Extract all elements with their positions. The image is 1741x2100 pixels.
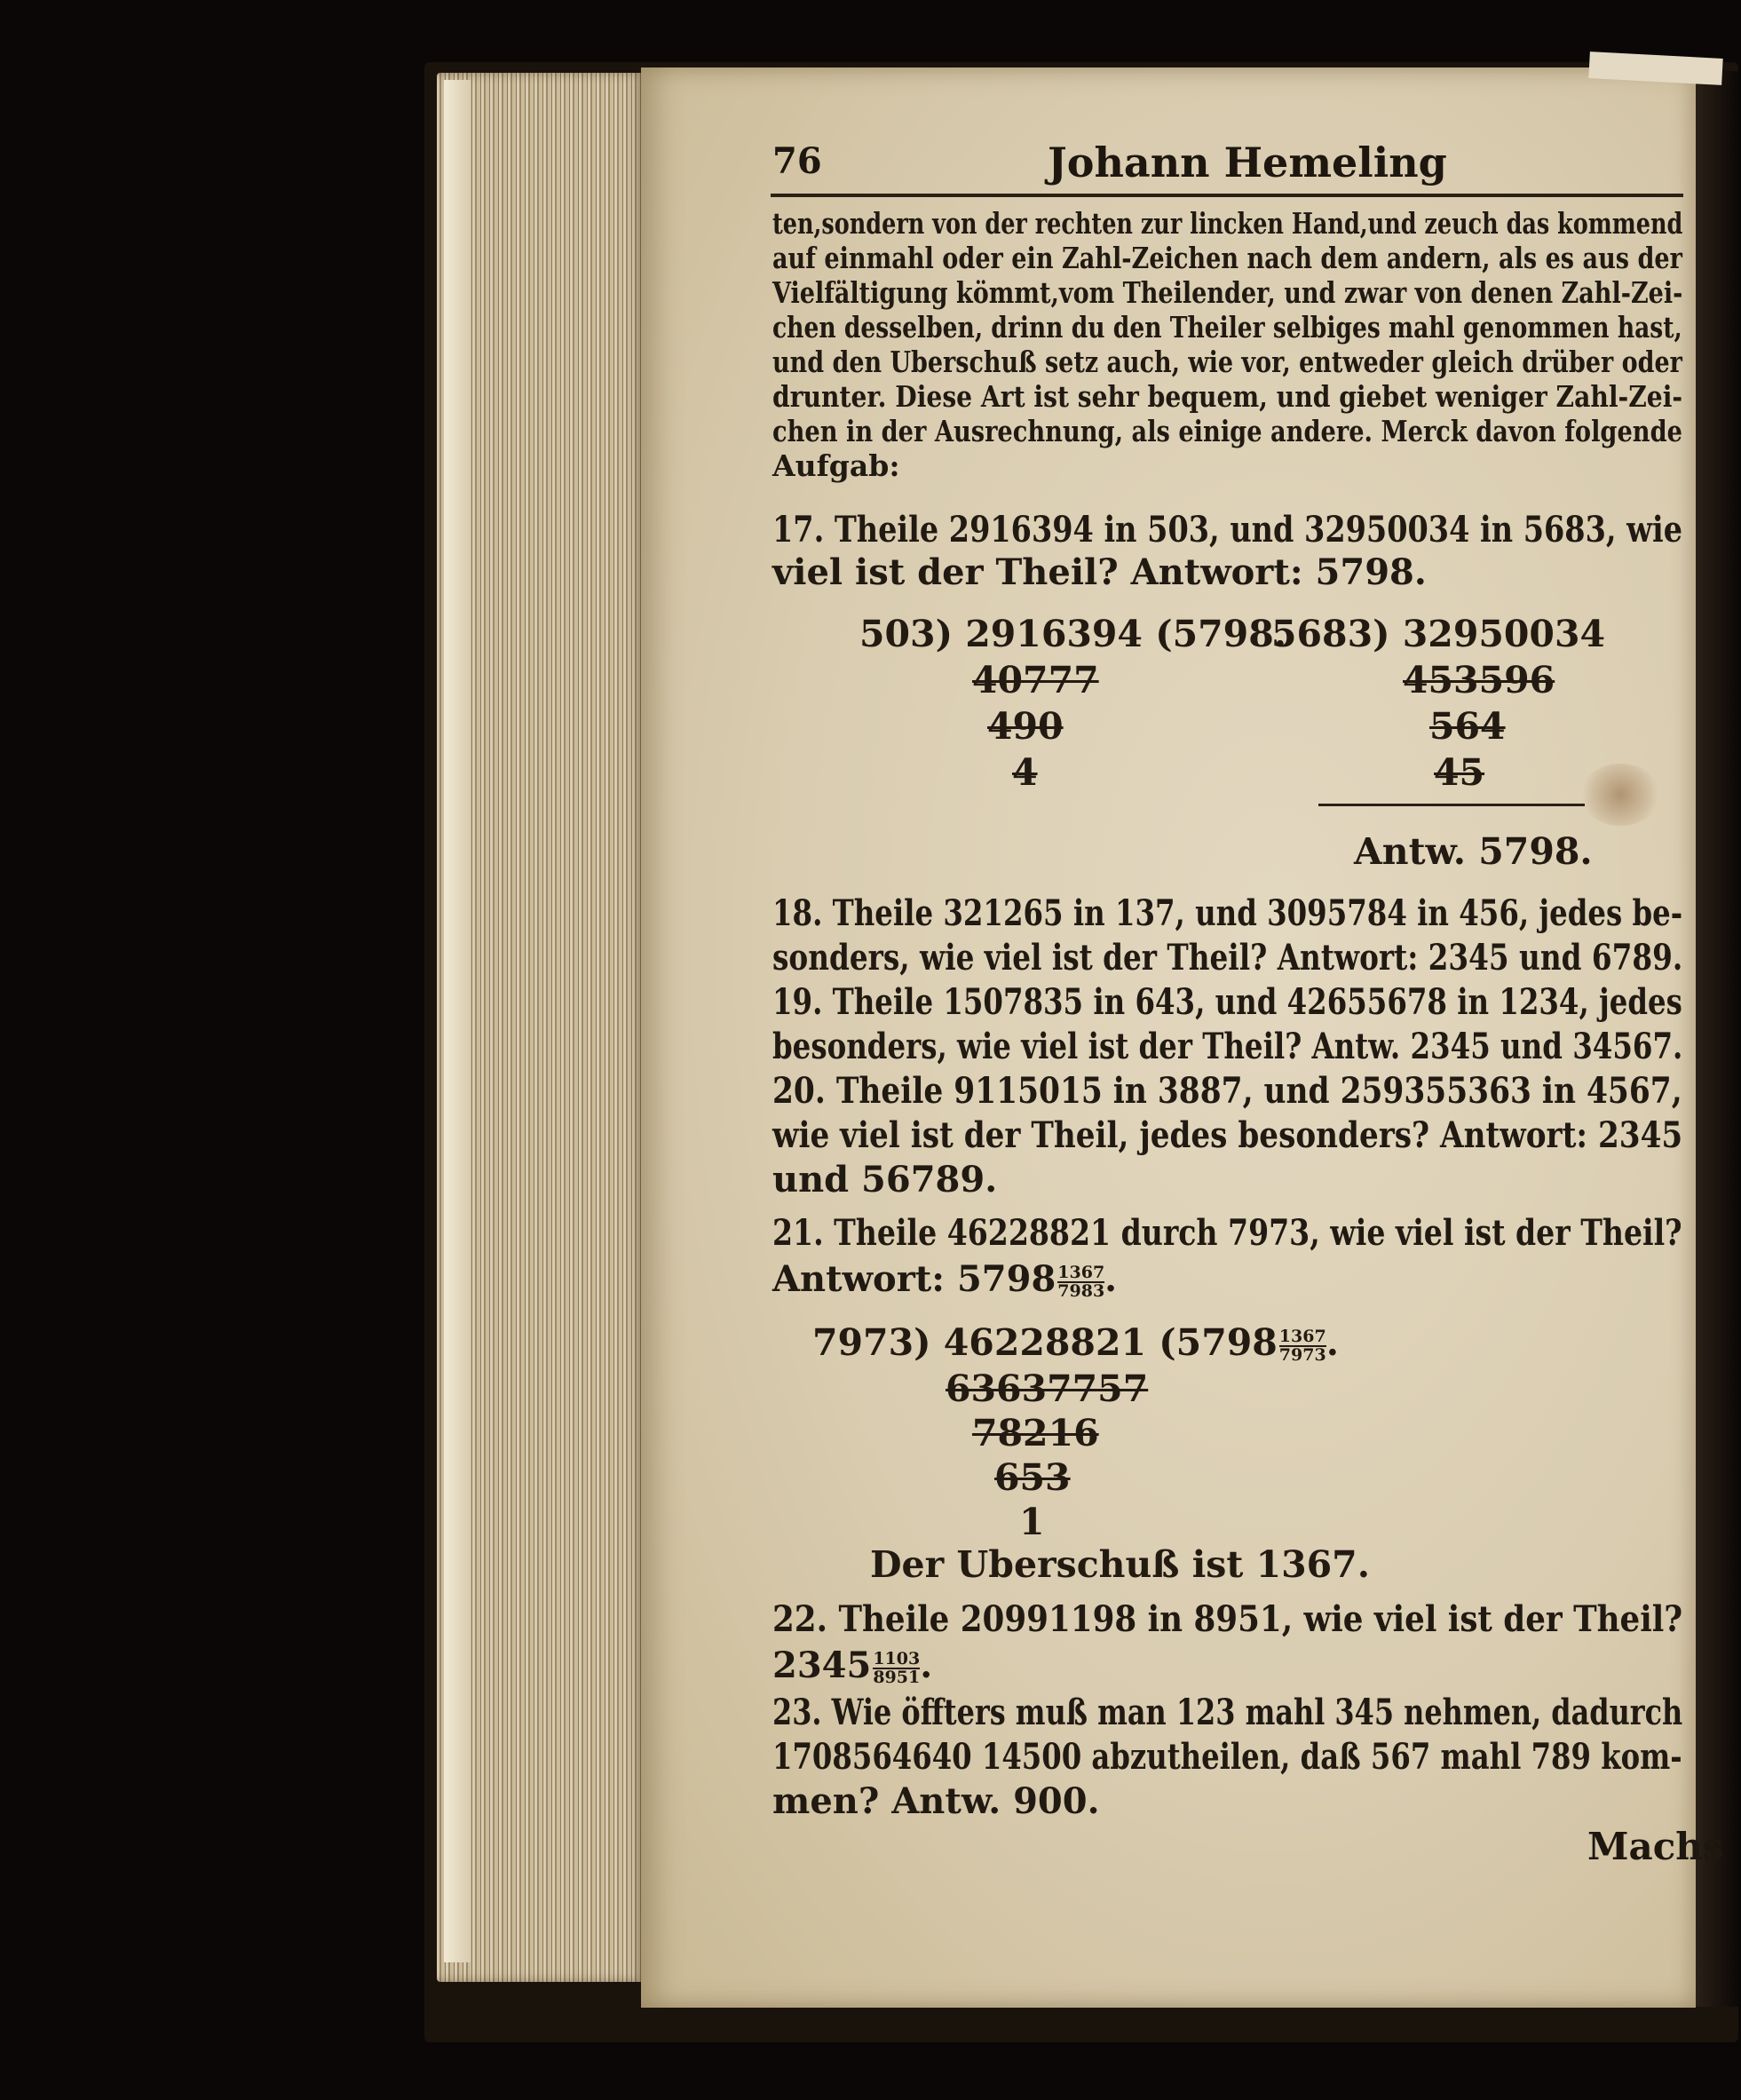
problem-line: 23. Wie öffters muß man 123 mahl 345 nehmen, dadurch xyxy=(772,1692,1683,1733)
problem-line: viel ist der Theil? Antwort: 5798. xyxy=(772,551,1427,593)
calc-17-rule xyxy=(1318,804,1585,806)
problem-line: wie viel ist der Theil, jedes besonders? Antwort: 2345 xyxy=(772,1114,1683,1156)
header-rule xyxy=(771,194,1683,197)
problem-line: 17. Theile 2916394 in 503, und 32950034 in 5683, wie xyxy=(772,509,1682,551)
page-number: 76 xyxy=(772,140,822,182)
calc-21-row: 63637757 xyxy=(946,1367,1149,1410)
answer-text: 2345 xyxy=(772,1644,872,1686)
calc-17-left-head: 503) 2916394 (5798. xyxy=(859,613,1287,655)
calc-17-right-row: 564 xyxy=(1429,705,1506,748)
problem-line: 21. Theile 46228821 durch 7973, wie viel ist der Theil? xyxy=(772,1212,1682,1254)
problem-line: 2345 $\frac{1103}{8951}$ . xyxy=(772,1644,933,1687)
problem-line: sonders, wie viel ist der Theil? Antwort: 2345 und 6789. xyxy=(772,937,1683,979)
text-line: chen desselben, drinn du den Theiler selbiges mahl genommen hast, xyxy=(772,310,1682,345)
catchword: Machs xyxy=(1587,1825,1724,1868)
calc-21-head: 7973) 46228821 (5798 $\frac{1367}{7973}$ . xyxy=(812,1321,1339,1365)
problem-line: Antwort: 5798 $\frac{1367}{7983}$ . xyxy=(772,1258,1118,1301)
calc-21-row: 1 xyxy=(1019,1501,1045,1543)
problem-line: 20. Theile 9115015 in 3887, und 259355363 in 4567, xyxy=(772,1070,1682,1112)
calc-21-row: 653 xyxy=(994,1456,1071,1499)
calc-17-right-row: 453596 xyxy=(1403,659,1555,701)
fraction-denominator: 7973 xyxy=(1278,1344,1326,1365)
text-line: und den Uberschuß setz auch, wie vor, entweder gleich drüber oder xyxy=(772,345,1682,379)
calc-21-row: 78216 xyxy=(972,1412,1099,1454)
paper-stain xyxy=(1580,764,1660,826)
page-edge-highlight xyxy=(444,80,471,1962)
calc-21-fraction xyxy=(1279,1328,1326,1364)
text-line: auf einmahl oder ein Zahl-Zeichen nach dem andern, als es aus der xyxy=(772,241,1682,275)
text-line: Aufgab: xyxy=(772,448,900,483)
fraction-numerator: 1103 xyxy=(873,1649,921,1668)
calc-17-right-row: 45 xyxy=(1434,751,1485,794)
answer-fraction xyxy=(873,1651,920,1686)
calc-21-head-text: 7973) 46228821 (5798 xyxy=(812,1321,1278,1364)
page-gutter-shadow xyxy=(1696,71,1741,2007)
answer-fraction xyxy=(1057,1264,1104,1300)
calc-17-left-row: 490 xyxy=(987,705,1064,748)
text-line: chen in der Ausrechnung, als einige andere. Merck davon folgende xyxy=(772,414,1682,448)
text-line: drunter. Diese Art ist sehr bequem, und giebet weniger Zahl-Zei- xyxy=(772,379,1683,414)
problem-line: besonders, wie viel ist der Theil? Antw. 2345 und 34567. xyxy=(772,1026,1683,1067)
fraction-denominator: 7983 xyxy=(1057,1281,1105,1301)
fraction-numerator: 1367 xyxy=(1278,1326,1326,1346)
running-title: Johann Hemeling xyxy=(1048,139,1447,186)
problem-line: und 56789. xyxy=(772,1159,998,1201)
calc-17-answer: Antw. 5798. xyxy=(1354,830,1593,873)
problem-line: 18. Theile 321265 in 137, und 3095784 in 456, jedes be- xyxy=(772,892,1683,934)
fraction-numerator: 1367 xyxy=(1057,1263,1105,1282)
text-line: Vielfältigung kömmt,vom Theilender, und zwar von denen Zahl-Zei- xyxy=(772,275,1683,310)
fraction-denominator: 8951 xyxy=(873,1668,921,1687)
calc-17-left-row: 40777 xyxy=(972,659,1099,701)
answer-text: Antwort: 5798 xyxy=(772,1258,1056,1300)
problem-line: 22. Theile 20991198 in 8951, wie viel ist der Theil? xyxy=(772,1598,1683,1640)
problem-line: 1708564640 14500 abzutheilen, daß 567 mahl 789 kom- xyxy=(772,1736,1682,1778)
problem-line: men? Antw. 900. xyxy=(772,1780,1100,1822)
calc-17-left-row: 4 xyxy=(1012,751,1038,794)
problem-line: 19. Theile 1507835 in 643, und 42655678 in 1234, jedes xyxy=(772,981,1682,1023)
calc-17-right-head: 5683) 32950034 xyxy=(1271,613,1606,655)
calc-21-remainder: Der Uberschuß ist 1367. xyxy=(870,1543,1370,1586)
text-line: ten,sondern von der rechten zur lincken Hand,und zeuch das kommend xyxy=(772,206,1683,241)
